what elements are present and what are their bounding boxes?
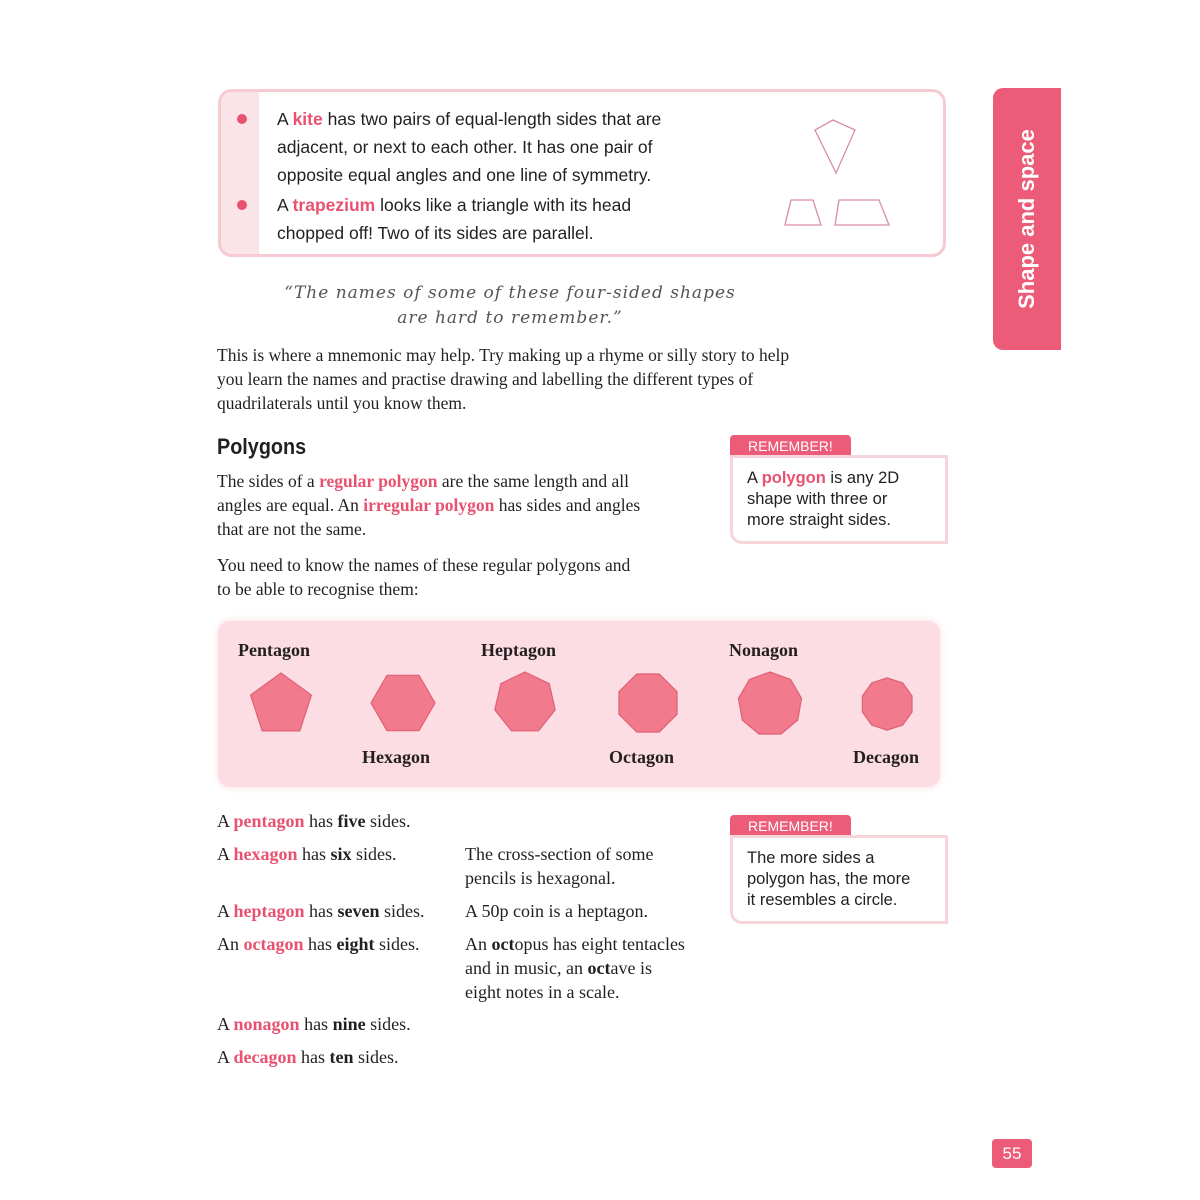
remember-content [730, 455, 948, 544]
remember-content [730, 835, 948, 924]
chapter-tab-label: Shape and space [1014, 129, 1039, 309]
heptagon-fact: A heptagon has seven sides. [217, 901, 425, 921]
irregular-polygon-term: irregular polygon [363, 495, 495, 515]
para-line: to be able to recognise them: [217, 579, 419, 599]
kite-shape [815, 120, 855, 173]
polygon-shapes [218, 621, 940, 787]
para-line: The sides of a regular polygon are the same length and all [217, 471, 629, 491]
octagon-label: Octagon [609, 747, 674, 767]
chapter-tab [993, 88, 1061, 350]
para-line: you learn the names and practise drawing and labelling the different types of [217, 369, 754, 389]
note-line: eight notes in a scale. [465, 982, 620, 1002]
hexagon-shape [371, 675, 435, 730]
note-line: and in music, an octave is [465, 958, 652, 978]
fact-number: five [337, 811, 366, 831]
polygons-heading: Polygons [217, 434, 307, 459]
remember-tab: REMEMBER! [730, 435, 851, 457]
octagon-fact: An octagon has eight sides. [217, 934, 420, 954]
heptagon-shape [495, 672, 555, 731]
remember-line: it resembles a circle. [747, 891, 898, 909]
trapezium-shape-2 [835, 200, 889, 225]
fact-number: eight [336, 934, 375, 954]
trapezium-line-1: A trapezium looks like a triangle with its head [277, 195, 632, 215]
fact-term: heptagon [233, 901, 305, 921]
hexagon-fact: A hexagon has six sides. [217, 844, 397, 864]
remember-line: shape with three or [747, 490, 888, 508]
remember-box-2 [730, 815, 948, 925]
fact-term: decagon [233, 1047, 297, 1067]
nonagon-shape [739, 672, 802, 734]
trapezium-shape-1 [785, 200, 821, 225]
trapezium-line-2: chopped off! Two of its sides are parallel. [277, 223, 594, 243]
fact-term: octagon [243, 934, 304, 954]
para-line: This is where a mnemonic may help. Try making up a rhyme or silly story to help [217, 345, 790, 365]
quote-line-1: “The names of some of these four-sided shapes [284, 283, 736, 303]
fact-term: hexagon [233, 844, 298, 864]
page-number: 55 [992, 1139, 1032, 1168]
pentagon-shape [251, 673, 312, 731]
fact-number: nine [332, 1014, 366, 1034]
kite-line-3: opposite equal angles and one line of symmetry. [277, 165, 652, 185]
polygons-paragraph-1 [217, 469, 717, 541]
pentagon-fact: A pentagon has five sides. [217, 811, 411, 831]
remember-line: more straight sides. [747, 511, 891, 529]
fact-number: six [330, 844, 352, 864]
kite-line-2: adjacent, or next to each other. It has one pair of [277, 137, 653, 157]
remember-line: polygon has, the more [747, 870, 911, 888]
remember-line: The more sides a [747, 849, 875, 867]
note-line: The cross-section of some [465, 844, 654, 864]
polygon-term: polygon [761, 469, 826, 487]
para-line: angles are equal. An irregular polygon has sides and angles [217, 495, 641, 515]
quote-line-2: are hard to remember.” [397, 308, 623, 328]
trapezium-term: trapezium [292, 195, 376, 215]
mnemonic-paragraph [217, 343, 837, 415]
decagon-label: Decagon [853, 747, 919, 767]
decagon-fact: A decagon has ten sides. [217, 1047, 399, 1067]
para-line: that are not the same. [217, 519, 367, 539]
heptagon-label: Heptagon [481, 640, 557, 660]
fact-term: pentagon [233, 811, 305, 831]
fact-term: nonagon [233, 1014, 300, 1034]
remember-line: A polygon is any 2D [747, 469, 900, 487]
polygons-paragraph-2 [217, 553, 717, 601]
kite-line-1: A kite has two pairs of equal-length sides that are [277, 109, 662, 129]
decagon-shape [862, 678, 912, 730]
nonagon-fact: A nonagon has nine sides. [217, 1014, 411, 1034]
remember-box-1 [730, 435, 948, 545]
note-line: pencils is hexagonal. [465, 868, 616, 888]
bullet-icon [237, 114, 247, 124]
note-line: An octopus has eight tentacles [465, 934, 685, 954]
heptagon-note: A 50p coin is a heptagon. [465, 901, 648, 921]
regular-polygon-term: regular polygon [319, 471, 438, 491]
fact-number: seven [337, 901, 380, 921]
kite-term: kite [292, 109, 323, 129]
octagon-note [465, 932, 685, 1004]
bullet-icon [237, 200, 247, 210]
remember-tab: REMEMBER! [730, 815, 851, 837]
hexagon-label: Hexagon [362, 747, 431, 767]
hexagon-note [465, 842, 653, 890]
nonagon-label: Nonagon [729, 640, 799, 660]
fact-number: ten [329, 1047, 354, 1067]
pentagon-label: Pentagon [238, 640, 310, 660]
polygon-shapes-panel [218, 621, 940, 787]
quote [280, 281, 740, 331]
para-line: quadrilaterals until you know them. [217, 393, 467, 413]
para-line: You need to know the names of these regular polygons and [217, 555, 631, 575]
kite-trapezium-diagram [771, 107, 931, 237]
octagon-shape [619, 674, 677, 732]
kite-trapezium-box [218, 89, 946, 257]
